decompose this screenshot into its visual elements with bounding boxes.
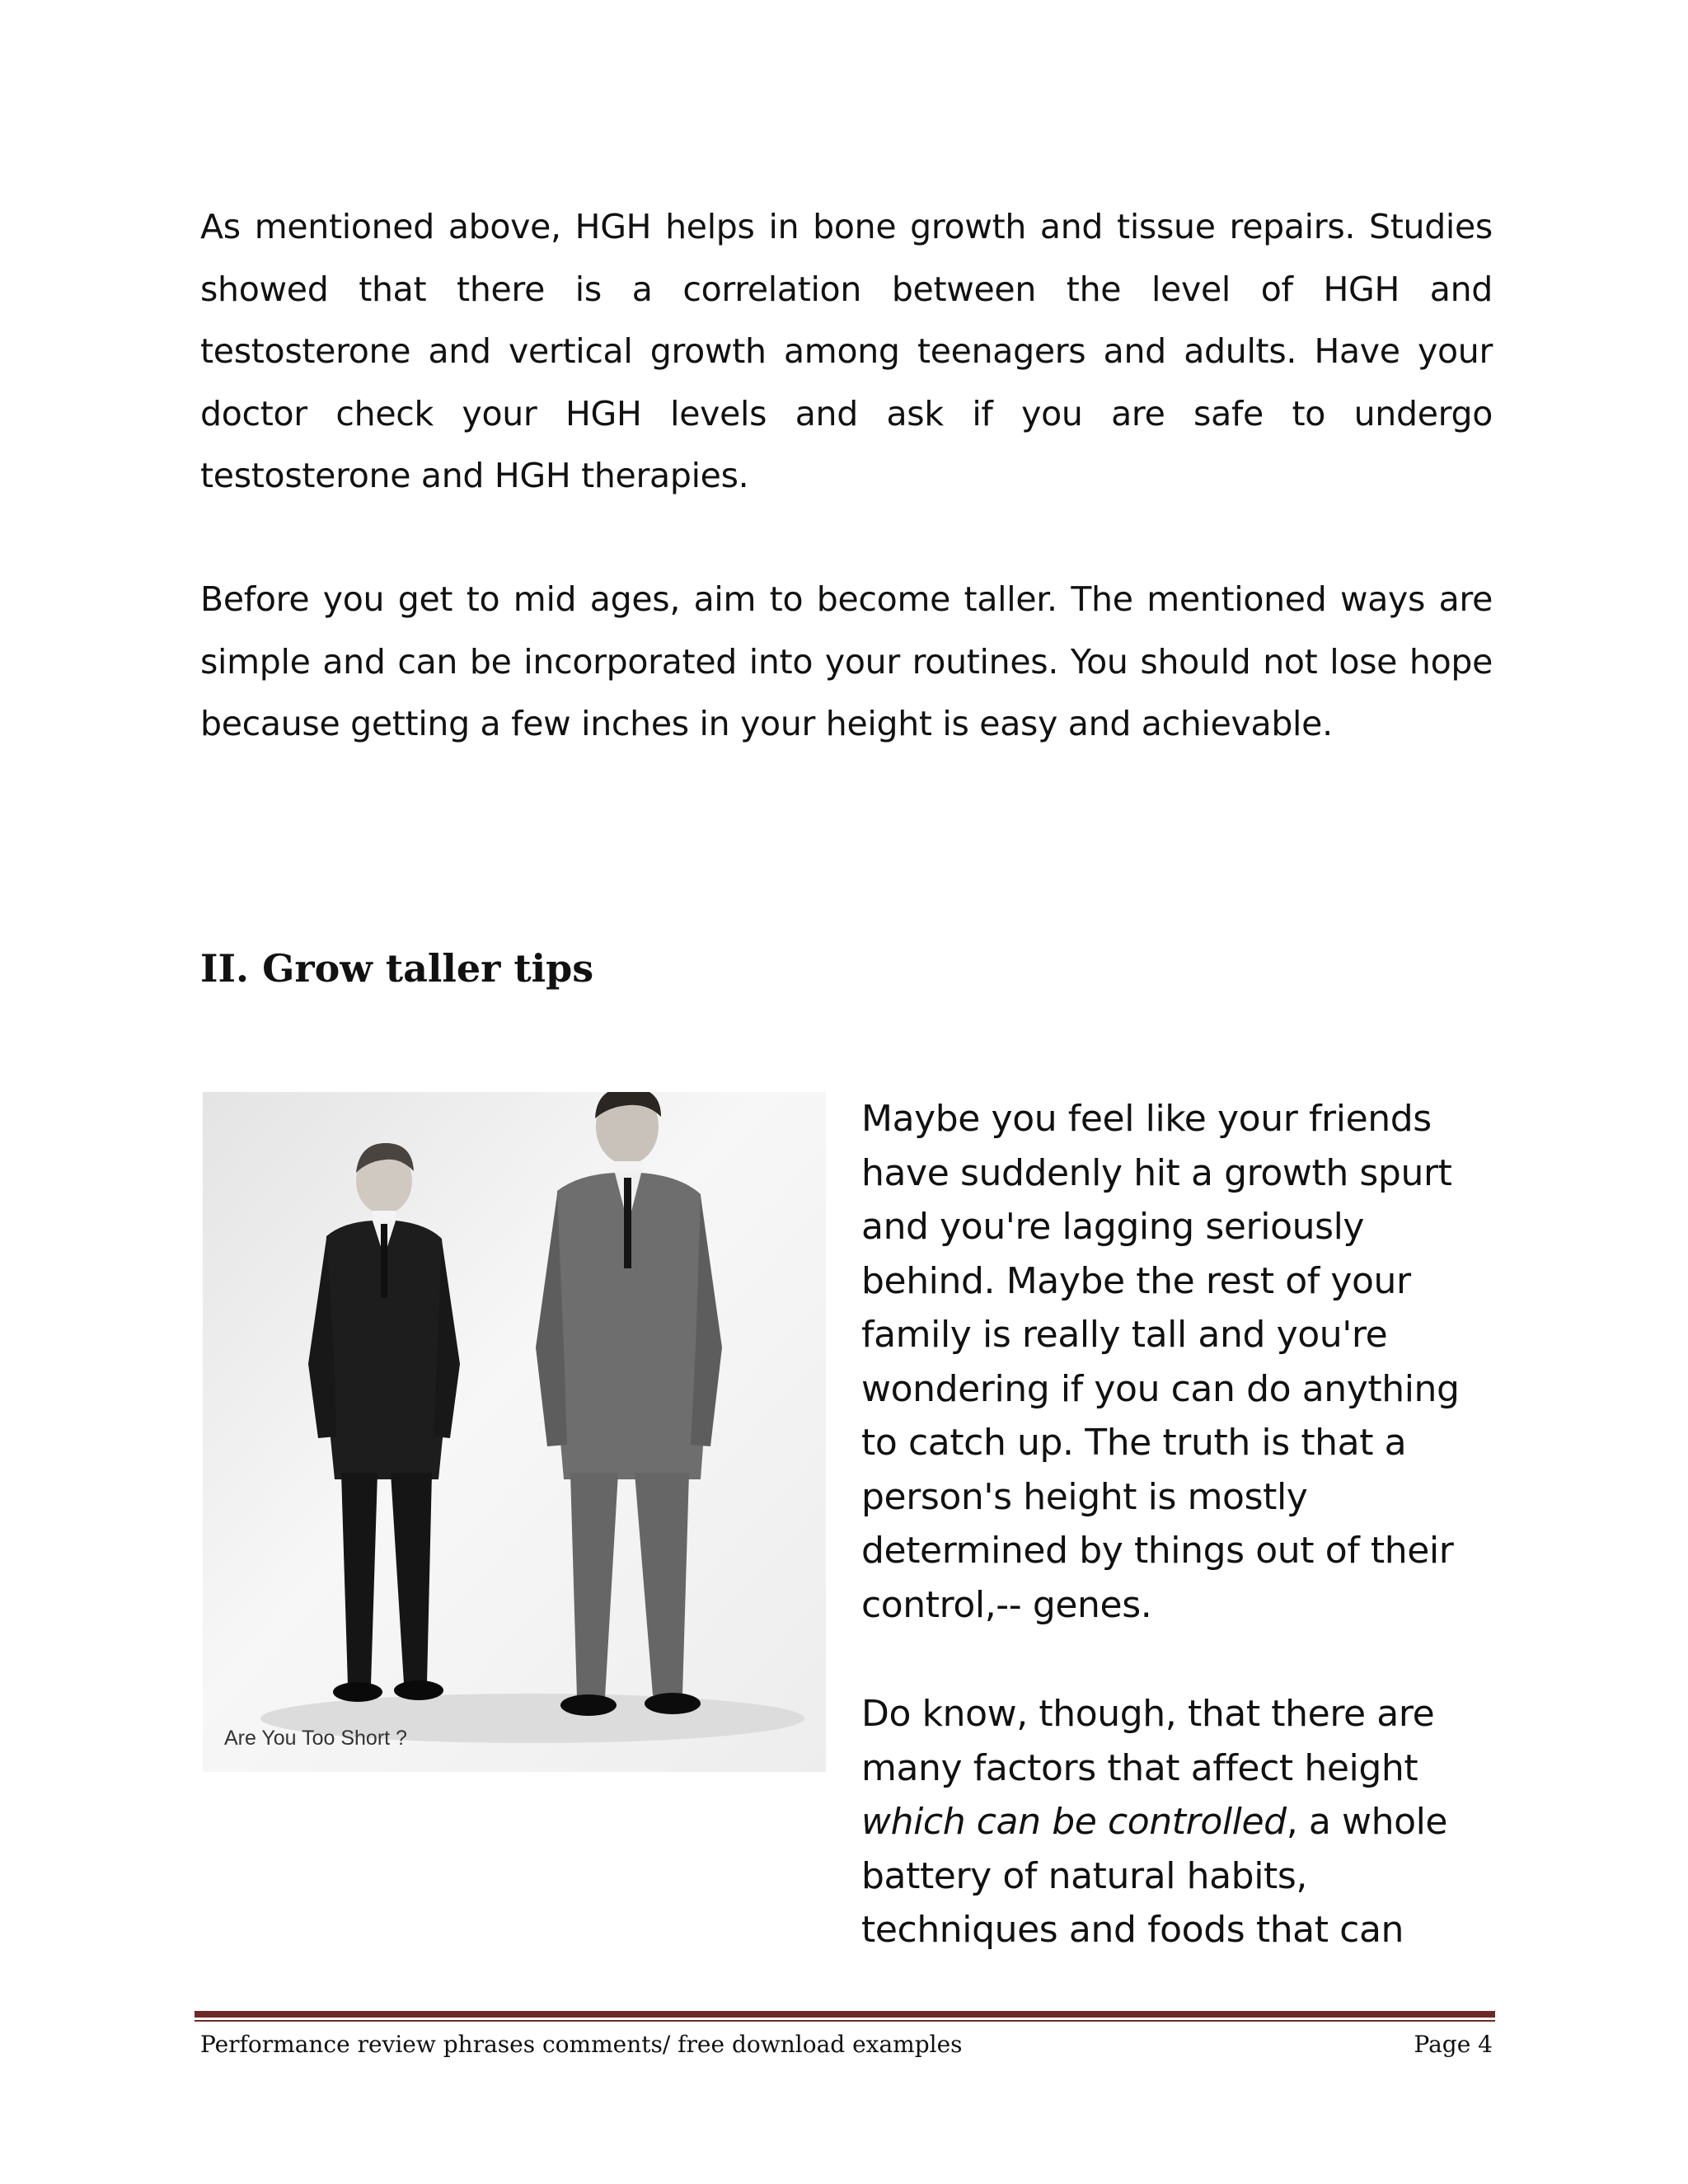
side-paragraph-growth: Maybe you feel like your friends have suddenly hit a growth spurt and you're lagging seriously behind. Maybe the rest of your family is really tall and you're wondering if you can do anything to catch up. The truth is that a person's height is mostly determined by things out of their control,-- genes. [861, 1098, 1460, 1626]
photo-caption: Are You Too Short ? [224, 1727, 407, 1750]
two-men-photo [203, 1092, 826, 1772]
section-heading: II. Grow taller tips [200, 946, 594, 991]
side-paragraph-factors-italic: which can be controlled [861, 1801, 1287, 1843]
side-paragraph-factors-start: Do know, though, that there are many factors that affect height [861, 1693, 1435, 1789]
footer-divider-thin [195, 2020, 1495, 2022]
footer-divider-thick [195, 2011, 1495, 2018]
footer-title: Performance review phrases comments/ free download examples [200, 2031, 963, 2058]
page-number: Page 4 [1414, 2031, 1493, 2058]
side-paragraph-factors [861, 1687, 1504, 1957]
body-paragraph-mid-ages: Before you get to mid ages, aim to become taller. The mentioned ways are simple and can be incorporated into your routines. You should not lose hope because getting a few inches in your height is easy and achievable. [200, 579, 1493, 743]
body-paragraph-hgh: As mentioned above, HGH helps in bone growth and tissue repairs. Studies showed that there is a correlation between the level of HGH and testosterone and vertical growth among teenagers and adults. Have your doctor check your HGH levels and ask if you are safe to undergo testosterone and HGH therapies. [200, 207, 1493, 495]
side-paragraph-factors-end: , a whole battery of natural habits, techniques and foods that can [861, 1801, 1448, 1951]
